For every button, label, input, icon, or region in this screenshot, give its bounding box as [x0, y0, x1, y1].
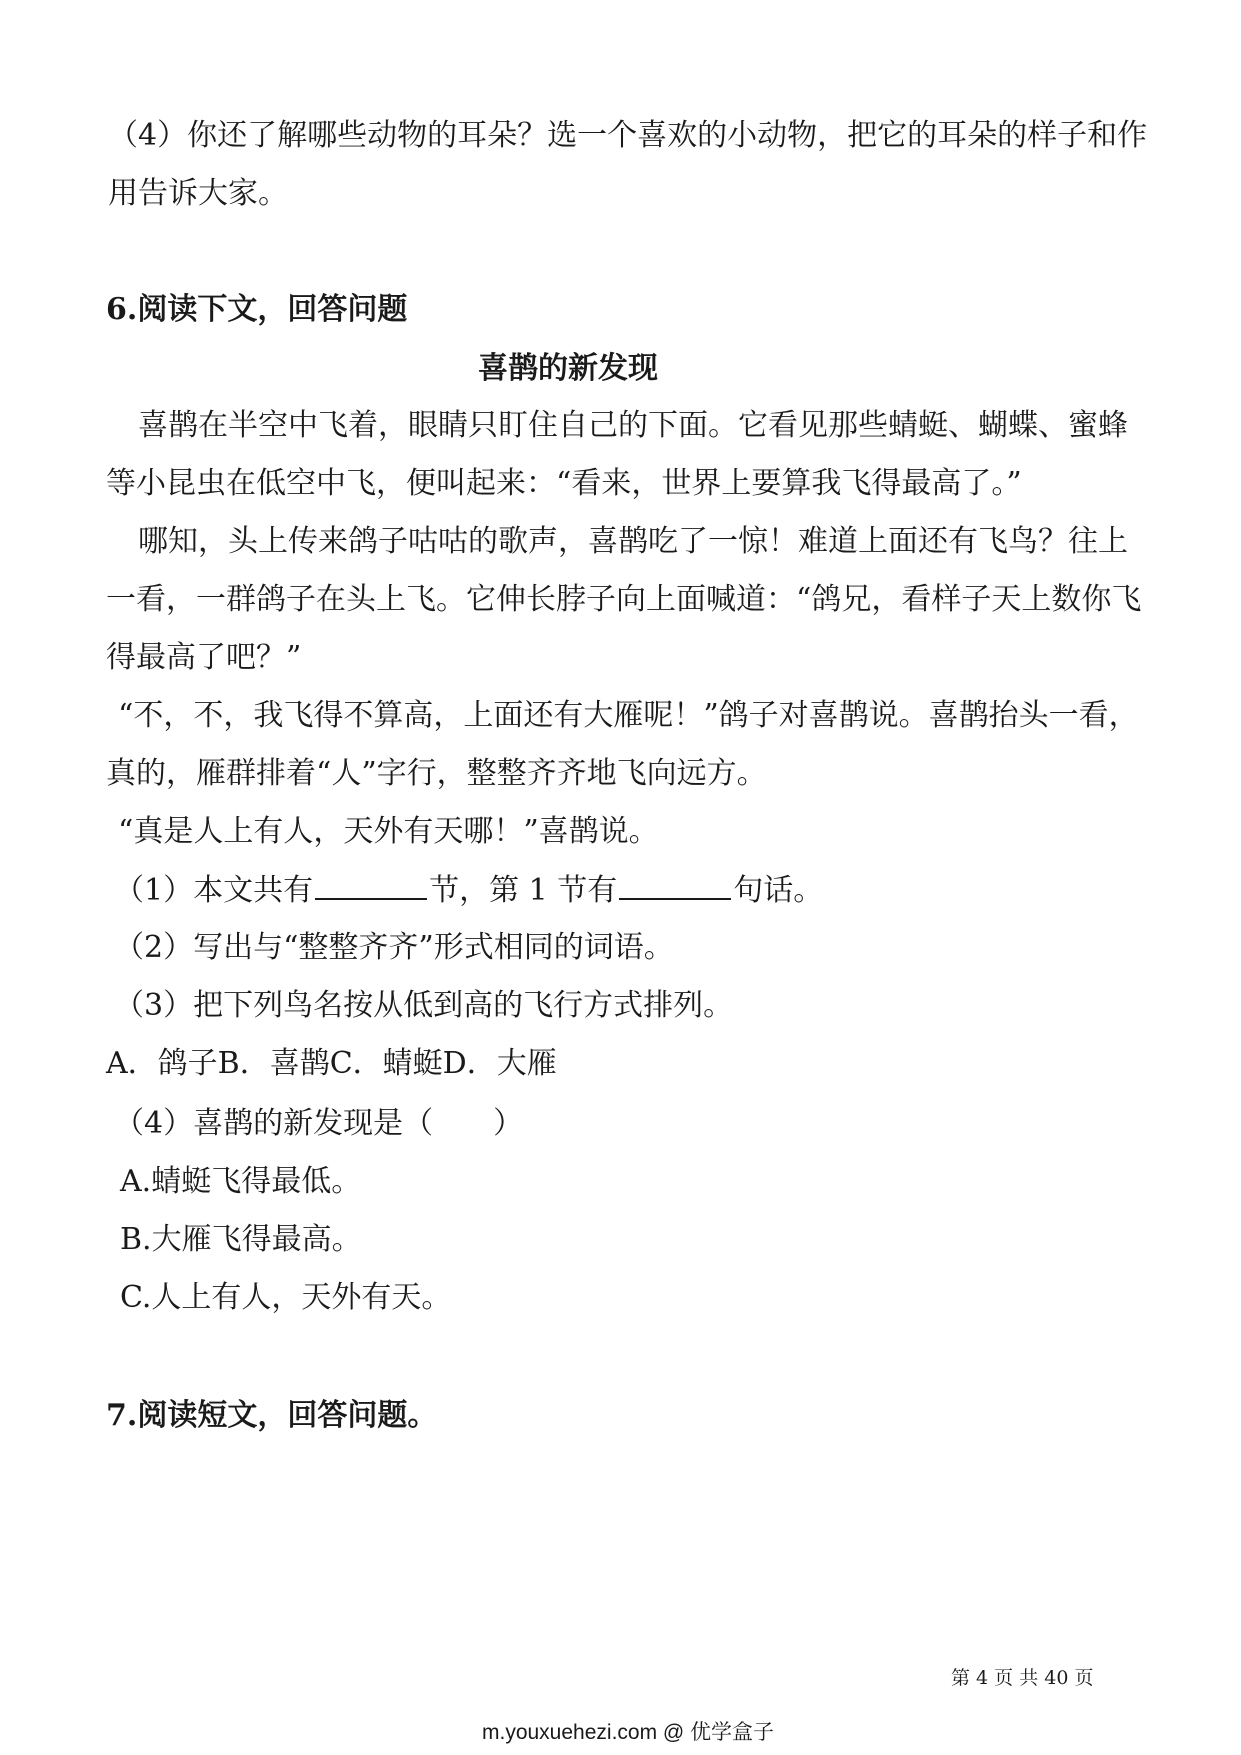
answer-blank[interactable] — [315, 870, 427, 900]
site-watermark: m.youxuehezi.com @ 优学盒子 — [482, 1721, 775, 1744]
q6-q4-option: A.蜻蜓飞得最低。 — [120, 1164, 362, 1199]
q6-q1-text-a: （1）本文共有 — [114, 873, 314, 908]
q6-title: 喜鹊的新发现 — [478, 351, 658, 386]
q6-paragraph-line: “真是人上有人，天外有天哪！”喜鹊说。 — [118, 814, 659, 849]
q6-question-1 — [114, 870, 823, 911]
q6-paragraph-line: 得最高了吧？” — [106, 640, 302, 675]
q7-heading: 7.阅读短文，回答问题。 — [106, 1398, 438, 1433]
q6-question-4: （4）喜鹊的新发现是（ ） — [114, 1106, 524, 1141]
q6-paragraph-line: 等小昆虫在低空中飞，便叫起来：“看来，世界上要算我飞得最高了。” — [106, 466, 1022, 501]
q5-item4-line1: （4）你还了解哪些动物的耳朵？选一个喜欢的小动物，把它的耳朵的样子和作 — [108, 118, 1148, 153]
q6-paragraph-line: 喜鹊在半空中飞着，眼睛只盯住自己的下面。它看见那些蜻蜓、蝴蝶、蜜蜂 — [138, 408, 1128, 443]
q6-heading: 6.阅读下文，回答问题 — [106, 292, 408, 327]
q6-q4-option: B.大雁飞得最高。 — [120, 1222, 362, 1257]
q6-question-3: （3）把下列鸟名按从低到高的飞行方式排列。 — [114, 988, 734, 1023]
q6-paragraph-line: “不，不，我飞得不算高，上面还有大雁呢！”鸽子对喜鹊说。喜鹊抬头一看， — [118, 698, 1139, 733]
page-number: 第 4 页 共 40 页 — [951, 1667, 1094, 1689]
q6-q1-text-c: 句话。 — [733, 873, 824, 908]
q6-q4-option: C.人上有人，天外有天。 — [120, 1280, 452, 1315]
answer-blank[interactable] — [619, 870, 731, 900]
q6-question-2: （2）写出与“整整齐齐”形式相同的词语。 — [114, 930, 674, 965]
q6-q3-options: A．鸽子B．喜鹊C．蜻蜓D．大雁 — [106, 1046, 557, 1081]
q6-q1-text-b: 节，第 1 节有 — [429, 873, 618, 908]
q6-paragraph-line: 一看，一群鸽子在头上飞。它伸长脖子向上面喊道：“鸽兄，看样子天上数你飞 — [106, 582, 1142, 617]
q5-item4-line2: 用告诉大家。 — [108, 176, 288, 211]
q6-paragraph-line: 真的，雁群排着“人”字行，整整齐齐地飞向远方。 — [106, 756, 767, 791]
q6-paragraph-line: 哪知，头上传来鸽子咕咕的歌声，喜鹊吃了一惊！难道上面还有飞鸟？往上 — [138, 524, 1128, 559]
